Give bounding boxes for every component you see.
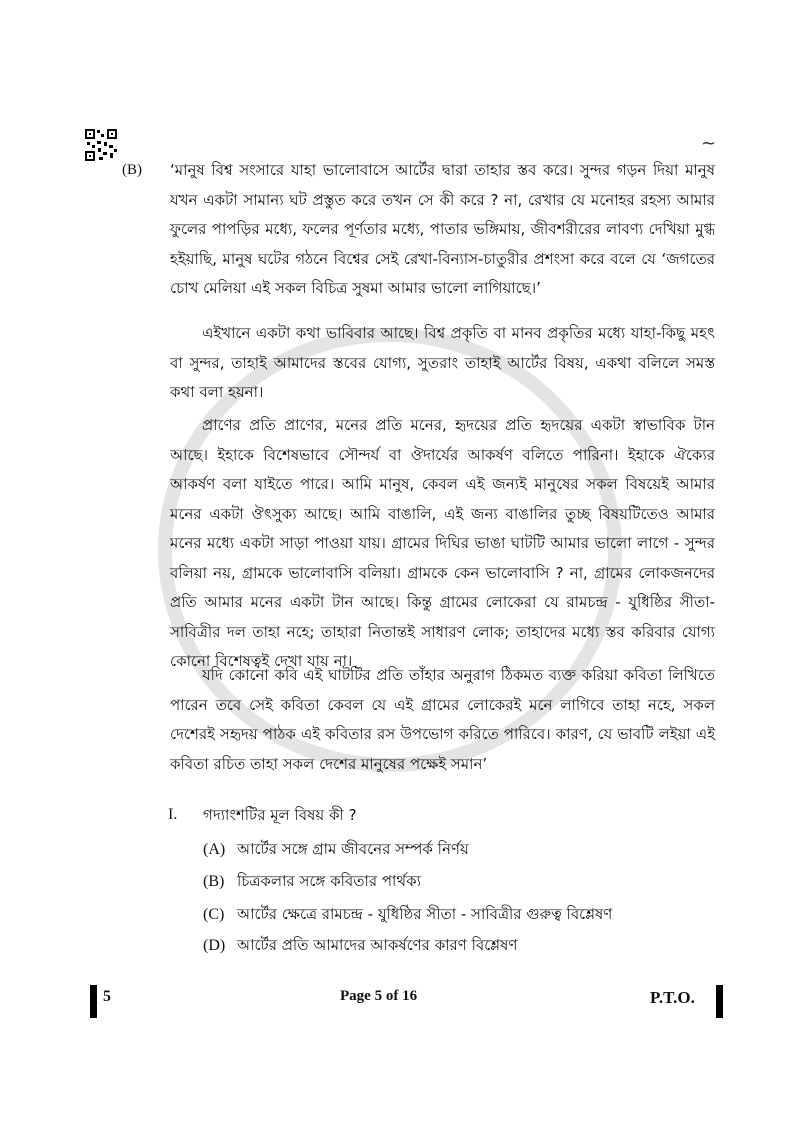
option-label: (D) <box>203 937 226 954</box>
footer-page-of: Page 5 of 16 <box>340 988 418 1004</box>
option-text: আর্টের প্রতি আমাদের আকর্ষণের কারণ বিশ্লেষণ <box>237 936 518 954</box>
passage-paragraph-2: এইখানে একটা কথা ভাবিবার আছে। বিশ্ব প্রকৃতি বা মানব প্রকৃতির মধ্যে যাহা-কিছু মহৎ বা সুন্দর, তাহাই আমাদের স্তবের যোগ্য, সুতরাং তাহাই আর্টের বিষয়, একথা বলিলে সমস্ত কথা বলা হয়না। <box>170 324 715 401</box>
option-d <box>203 934 517 959</box>
option-text: আর্টের ক্ষেত্রে রামচন্দ্র - যুধিষ্ঠির সীতা - সাবিত্রীর গুরুত্ব বিশ্লেষণ <box>237 905 613 923</box>
option-label: (C) <box>203 906 225 923</box>
option-label: (B) <box>203 873 225 890</box>
option-b <box>203 870 421 895</box>
footer-bar-left <box>90 985 97 1018</box>
option-a <box>203 838 469 863</box>
footer-pto: P.T.O. <box>650 988 695 1007</box>
passage-paragraph-1: ‘মানুষ বিশ্ব সংসারে যাহা ভালোবাসে আর্টের দ্বারা তাহার স্তব করে। সুন্দর গড়ন দিয়া মানুষ যখন একটা সামান্য ঘট প্রস্তুত করে তখন সে কী করে ? না, রেখার যে মনোহর রহস্য আমার ফুলের পাপড়ির মধ্যে, ফলের পূর্ণতার মধ্যে, পাতার ভঙ্গিমায়, জীবশরীরের লাবণ্য দেখিয়া মুগ্ধ হইয়াছি, মানুষ ঘটের গঠনে বিশ্বের সেই রেখা-বিন্যাস-চাতুরীর প্রশংসা করে বলে যে ‘জগতের চোখ মেলিয়া এই সকল বিচিত্র সুষমা আমার ভালো লাগিয়াছে।’ <box>170 161 715 297</box>
question-text: গদ্যাংশটির মূল বিষয় কী ? <box>203 806 357 824</box>
footer-page-number: 5 <box>103 988 111 1005</box>
option-label: (A) <box>203 841 226 858</box>
qr-code-icon <box>84 128 118 162</box>
passage-paragraph-4: যদি কোনো কবি এই ঘাটটির প্রতি তাঁহার অনুরাগ ঠিকমত ব্যক্ত করিয়া কবিতা লিখিতে পারেন তবে সেই কবিতা কেবল যে এই গ্রামের লোকেরই মনে লাগিবে তাহা নহে, সকল দেশেরই সহৃদয় পাঠক এই কবিতার রস উপভোগ করিতে পারিবে। কারণ, যে ভাবটি লইয়া এই কবিতা রচিত তাহা সকল দেশের মানুষের পক্ষেই সমান’ <box>170 666 715 773</box>
question-label: (B) <box>122 162 142 178</box>
corner-mark: ~ <box>701 133 717 154</box>
question-number: I. <box>168 806 178 823</box>
footer-bar-right <box>716 985 723 1018</box>
option-text: আর্টের সঙ্গে গ্রাম জীবনের সম্পর্ক নির্ণয় <box>237 840 469 858</box>
option-text: চিত্রকলার সঙ্গে কবিতার পার্থক্য <box>237 872 421 890</box>
option-c <box>203 903 612 928</box>
passage-paragraph-3: প্রাণের প্রতি প্রাণের, মনের প্রতি মনের, হৃদয়ের প্রতি হৃদয়ের একটা স্বাভাবিক টান আছে। ইহাকে বিশেষভাবে সৌন্দর্য বা ঔদার্যের আকর্ষণ বলিতে পারিনা। ইহাকে ঐক্যের আকর্ষণ বলা যাইতে পারে। আমি মানুষ, কেবল এই জন্যই মানুষের সকল বিষয়েই আমার মনের একটা ঔৎসুক্য আছে। আমি বাঙালি, এই জন্য বাঙালির তুচ্ছ বিষয়টিতেও আমার মনের মধ্যে একটা সাড়া পাওয়া যায়। গ্রামের দিঘির ভাঙা ঘাটটি আমার ভালো লাগে - সুন্দর বলিয়া নয়, গ্রামকে ভালোবাসি বলিয়া। গ্রামকে কেন ভালোবাসি ? না, গ্রামের লোকজনদের প্রতি আমার মনের একটা টান আছে। কিন্তু গ্রামের লোকেরা যে রামচন্দ্র - যুধিষ্ঠির সীতা-সাবিত্রীর দল তাহা নহে; তাহারা নিতান্তই সাধারণ লোক; তাহাদের মধ্যে স্তব করিবার যোগ্য কোনো বিশেষত্বই দেখা যায় না। <box>170 416 715 670</box>
